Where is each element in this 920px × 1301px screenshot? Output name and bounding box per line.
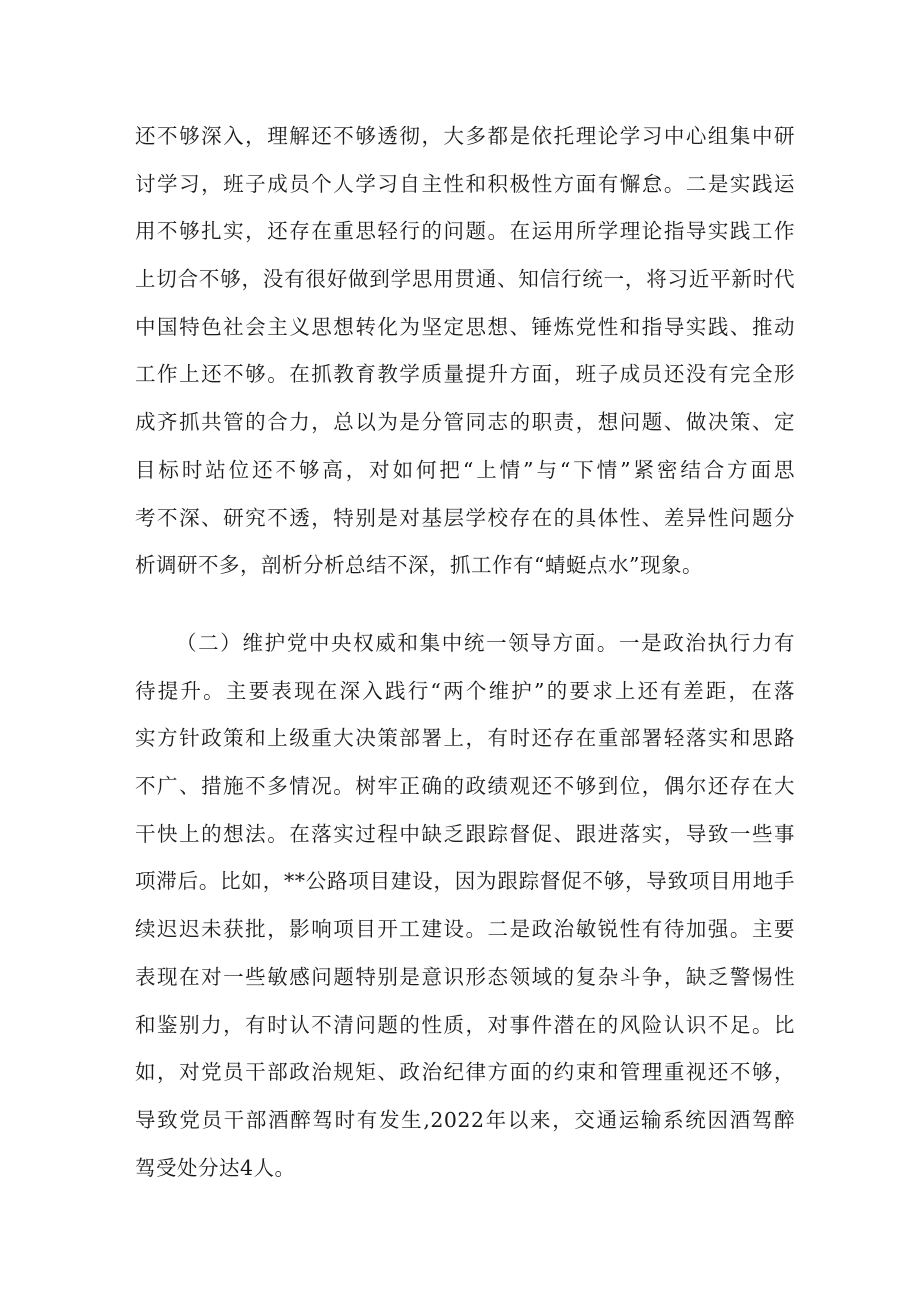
paragraph-1 bbox=[135, 113, 795, 590]
text-line: 讨学习，班子成员个人学习自主性和积极性方面有懈怠。二是实践运 bbox=[135, 171, 795, 196]
text-line: 表现在对一些敏感问题特别是意识形态领域的复杂斗争，缺乏警惕性 bbox=[135, 964, 795, 989]
text-line: 上切合不够，没有很好做到学思用贯通、知信行统一，将习近平新时代 bbox=[135, 267, 795, 292]
paragraph-2 bbox=[135, 620, 795, 1192]
text-line: 和鉴别力，有时认不清问题的性质，对事件潜在的风险认识不足。比 bbox=[135, 1012, 795, 1037]
text-line: 待提升。主要表现在深入践行“两个维护”的要求上还有差距，在落 bbox=[135, 678, 795, 703]
text-line: 工作上还不够。在抓教育教学质量提升方面，班子成员还没有完全形 bbox=[135, 362, 795, 387]
text-line: 成齐抓共管的合力，总以为是分管同志的职责，想问题、做决策、定 bbox=[135, 410, 795, 435]
text-line: 析调研不多，剖析分析总结不深，抓工作有“蜻蜓点水”现象。 bbox=[135, 553, 703, 578]
text-line: 考不深、研究不透，特别是对基层学校存在的具体性、差异性问题分 bbox=[135, 505, 795, 530]
text-line: 项滞后。比如，**公路项目建设，因为跟踪督促不够，导致项目用地手 bbox=[135, 869, 795, 894]
text-line: 还不够深入，理解还不够透彻，大多都是依托理论学习中心组集中研 bbox=[135, 124, 795, 148]
section-heading-line: （二）维护党中央权威和集中统一领导方面。一是政治执行力有 bbox=[176, 631, 795, 655]
text-line: 驾受处分达4人。 bbox=[135, 1155, 296, 1180]
text-line: 续迟迟未获批，影响项目开工建设。二是政治敏锐性有待加强。主要 bbox=[135, 917, 795, 942]
text-line: 目标时站位还不够高，对如何把“上情”与“下情”紧密结合方面思 bbox=[135, 457, 795, 482]
text-line: 干快上的想法。在落实过程中缺乏跟踪督促、跟进落实，导致一些事 bbox=[135, 821, 795, 846]
text-line: 导致党员干部酒醉驾时有发生,2022年以来，交通运输系统因酒驾醉 bbox=[135, 1107, 795, 1132]
text-line: 不广、措施不多情况。树牢正确的政绩观还不够到位，偶尔还存在大 bbox=[135, 774, 795, 799]
text-line: 实方针政策和上级重大决策部署上，有时还存在重部署轻落实和思路 bbox=[135, 726, 795, 751]
text-line: 用不够扎实，还存在重思轻行的问题。在运用所学理论指导实践工作 bbox=[135, 219, 795, 244]
text-line: 如，对党员干部政治规矩、政治纪律方面的约束和管理重视还不够， bbox=[135, 1060, 795, 1085]
text-line: 中国特色社会主义思想转化为坚定思想、锤炼党性和指导实践、推动 bbox=[135, 314, 795, 339]
